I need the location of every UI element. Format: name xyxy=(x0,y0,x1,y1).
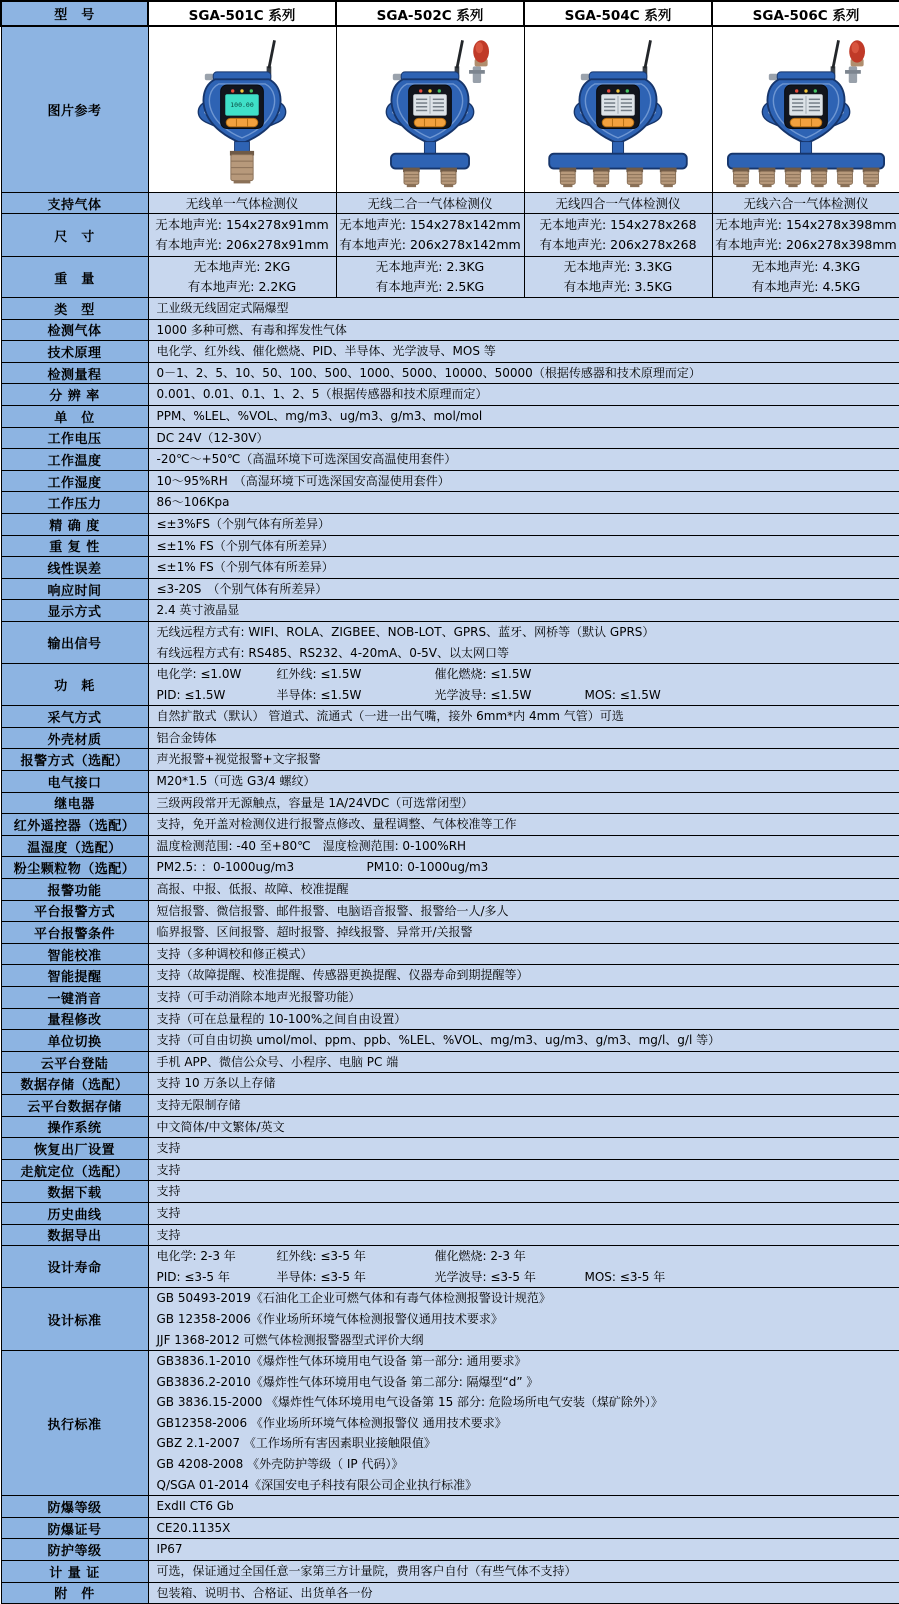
value-line: Q/SGA 01-2014《深国安电子科技有限公司企业执行标准》 xyxy=(156,1477,478,1492)
row-value xyxy=(148,1351,899,1496)
spec-row xyxy=(1,1030,899,1052)
gas-detector-image-sga-504c xyxy=(525,31,712,189)
value-line: 工业级无线固定式隔爆型 xyxy=(156,301,289,315)
row-value xyxy=(148,513,899,535)
row-value xyxy=(148,900,899,922)
spec-row xyxy=(1,771,899,793)
spec-row xyxy=(1,835,899,857)
row-label: 红外遥控器（选配） xyxy=(1,814,148,836)
value-line: ≤±3%FS（个别气体有所差异） xyxy=(156,516,330,531)
row-label: 输出信号 xyxy=(1,621,148,663)
spec-row xyxy=(1,857,899,879)
value-segment: 电化学: 2-3 年 xyxy=(156,1249,236,1264)
value-line: 支持 xyxy=(156,1141,181,1156)
value-line xyxy=(157,1267,892,1288)
product-image-cell xyxy=(712,26,899,193)
value-line: 支持 xyxy=(156,1227,181,1242)
row-label: 走航定位（选配） xyxy=(1,1159,148,1181)
row-value xyxy=(148,987,899,1009)
row-label: 计 量 证 xyxy=(1,1561,148,1583)
weight-value: 无本地声光: 2KG 有本地声光: 2.2KG xyxy=(148,257,336,298)
row-value xyxy=(148,1202,899,1224)
weight-value: 无本地声光: 3.3KG 有本地声光: 3.5KG xyxy=(524,257,712,298)
value-line: GB 3836.15-2000 《爆炸性气体环境用电气设备第 15 部分: 危险场所电气安装（煤矿除外）》 xyxy=(156,1395,663,1410)
value-segment: PM2.5: ：0-1000ug/m3 xyxy=(156,860,295,875)
value-line: 86～106Kpa xyxy=(156,495,230,510)
spec-row xyxy=(1,1224,899,1246)
size-value: 无本地声光: 154x278x398mm 有本地声光: 206x278x398mm xyxy=(712,214,899,257)
value-line: DC 24V（12-30V） xyxy=(156,430,269,445)
value-line: 手机 APP、微信公众号、小程序、电脑 PC 端 xyxy=(156,1054,399,1069)
value-segment: 红外线: ≤3-5 年 xyxy=(276,1249,366,1264)
row-value xyxy=(148,1561,899,1583)
row-label: 功 耗 xyxy=(1,664,148,706)
value-line: 1000 多种可燃、有毒和挥发性气体 xyxy=(156,322,347,337)
row-label: 检测量程 xyxy=(1,362,148,384)
spec-row xyxy=(1,621,899,663)
gas-detector-image-sga-502c xyxy=(337,31,524,189)
row-label: 重 量 xyxy=(1,257,148,298)
row-label: 尺 寸 xyxy=(1,214,148,257)
row-label: 采气方式 xyxy=(1,706,148,728)
value-segment: PID: ≤1.5W xyxy=(156,687,226,702)
row-value xyxy=(148,621,899,663)
row-value xyxy=(148,384,899,406)
value-line xyxy=(157,664,892,685)
value-line: 支持 10 万条以上存储 xyxy=(156,1076,276,1091)
weight-row xyxy=(1,257,899,298)
value-line: 支持 xyxy=(156,1162,181,1177)
value-line: CE20.1135X xyxy=(156,1520,231,1535)
row-value xyxy=(148,965,899,987)
value-line: 支持 xyxy=(156,1184,181,1199)
row-label: 单位切换 xyxy=(1,1030,148,1052)
value-line: 支持（故障提醒、校准提醒、传感器更换提醒、仪器寿命到期提醒等） xyxy=(156,968,529,983)
row-label: 工作电压 xyxy=(1,427,148,449)
spec-row xyxy=(1,535,899,557)
row-value xyxy=(148,749,899,771)
size-value: 无本地声光: 154x278x91mm 有本地声光: 206x278x91mm xyxy=(148,214,336,257)
value-line xyxy=(157,857,892,878)
value-segment: PID: ≤3-5 年 xyxy=(156,1269,230,1284)
value-line: GB3836.1-2010《爆炸性气体环境用电气设备 第一部分: 通用要求》 xyxy=(156,1354,527,1369)
value-segment: 催化燃烧: 2-3 年 xyxy=(434,1249,526,1264)
row-label: 显示方式 xyxy=(1,600,148,622)
row-label: 数据下载 xyxy=(1,1181,148,1203)
row-value xyxy=(148,319,899,341)
row-label: 设计寿命 xyxy=(1,1246,148,1288)
value-line: 高报、中报、低报、故障、校准提醒 xyxy=(156,882,349,897)
spec-row xyxy=(1,1351,899,1496)
image-row-label: 图片参考 xyxy=(1,26,148,193)
row-label: 温湿度（选配） xyxy=(1,835,148,857)
value-line: GB 4208-2008 《外壳防护等级（ IP 代码）》 xyxy=(156,1457,404,1472)
value-line xyxy=(157,685,892,706)
value-line: 支持（可在总量程的 10-100%之间自由设置） xyxy=(156,1011,407,1026)
value-line: 声光报警+视觉报警+文字报警 xyxy=(156,752,321,767)
row-value xyxy=(148,727,899,749)
spec-row xyxy=(1,1138,899,1160)
spec-row xyxy=(1,1561,899,1583)
value-segment: 红外线: ≤1.5W xyxy=(276,667,362,682)
value-line: 2.4 英寸液晶显 xyxy=(156,603,240,618)
value-line: 支持，免开盖对检测仪进行报警点修改、量程调整、气体校准等工作 xyxy=(156,817,517,832)
spec-row xyxy=(1,449,899,471)
row-value xyxy=(148,922,899,944)
row-label: 分 辨 率 xyxy=(1,384,148,406)
row-value xyxy=(148,792,899,814)
row-label: 继电器 xyxy=(1,792,148,814)
row-label: 工作压力 xyxy=(1,492,148,514)
row-value xyxy=(148,1159,899,1181)
value-line: JJF 1368-2012 可燃气体检测报警器型式评价大纲 xyxy=(156,1332,424,1347)
row-value xyxy=(148,1496,899,1518)
value-line: GB12358-2006 《作业场所环境气体检测报警仪 通用技术要求》 xyxy=(156,1415,507,1430)
value-segment: MOS: ≤1.5W xyxy=(584,687,661,702)
value-line: M20*1.5（可选 G3/4 螺纹） xyxy=(156,774,316,789)
product-image-cell xyxy=(148,26,336,193)
row-label: 重 复 性 xyxy=(1,535,148,557)
value-segment: 半导体: ≤1.5W xyxy=(276,687,362,702)
header-label: 型 号 xyxy=(1,1,148,26)
spec-row xyxy=(1,1288,899,1351)
row-value xyxy=(148,664,899,706)
support-gas-value: 无线六合一气体检测仪 xyxy=(712,193,899,214)
support-gas-row xyxy=(1,193,899,214)
spec-row xyxy=(1,298,899,320)
row-value xyxy=(148,879,899,901)
row-label: 智能提醒 xyxy=(1,965,148,987)
row-value xyxy=(148,1246,899,1288)
value-line: GB 50493-2019《石油化工企业可燃气体和有毒气体检测报警设计规范》 xyxy=(156,1291,551,1306)
value-line: 0.001、0.01、0.1、1、2、5（根据传感器和技术原理而定） xyxy=(156,387,488,402)
value-segment: 催化燃烧: ≤1.5W xyxy=(434,667,532,682)
row-label: 执行标准 xyxy=(1,1351,148,1496)
row-label: 量程修改 xyxy=(1,1008,148,1030)
spec-row xyxy=(1,600,899,622)
row-label: 设计标准 xyxy=(1,1288,148,1351)
weight-value: 无本地声光: 2.3KG 有本地声光: 2.5KG xyxy=(336,257,524,298)
spec-row xyxy=(1,492,899,514)
row-label: 粉尘颗粒物（选配） xyxy=(1,857,148,879)
value-line: 中文简体/中文繁体/英文 xyxy=(156,1119,285,1134)
spec-row xyxy=(1,879,899,901)
value-line: 支持 xyxy=(156,1205,181,1220)
value-line: 0－1、2、5、10、50、100、500、1000、5000、10000、50000（根据传感器和技术原理而定） xyxy=(156,365,701,380)
size-value: 无本地声光: 154x278x142mm 有本地声光: 206x278x142mm xyxy=(336,214,524,257)
row-label: 一键消音 xyxy=(1,987,148,1009)
spec-row xyxy=(1,1539,899,1561)
value-line: 有线远程方式有: RS485、RS232、4-20mA、0-5V、以太网口等 xyxy=(156,645,510,660)
value-line: 10～95%RH （高湿环境下可选深国安高湿使用套件） xyxy=(156,473,450,488)
row-label: 响应时间 xyxy=(1,578,148,600)
spec-row xyxy=(1,319,899,341)
row-value xyxy=(148,1008,899,1030)
row-label: 防爆等级 xyxy=(1,1496,148,1518)
value-line: -20℃～+50℃（高温环境下可选深国安高温使用套件） xyxy=(156,452,457,467)
spec-row xyxy=(1,1159,899,1181)
value-line: 温度检测范围: -40 至+80℃ 湿度检测范围: 0-100%RH xyxy=(156,838,467,853)
row-value xyxy=(148,1582,899,1604)
value-line: 电化学、红外线、催化燃烧、PID、半导体、光学波导、MOS 等 xyxy=(156,344,496,359)
row-value xyxy=(148,449,899,471)
row-label: 外壳材质 xyxy=(1,727,148,749)
row-label: 数据导出 xyxy=(1,1224,148,1246)
row-label: 技术原理 xyxy=(1,341,148,363)
spec-row xyxy=(1,427,899,449)
value-line: 短信报警、微信报警、邮件报警、电脑语音报警、报警给一人/多人 xyxy=(156,903,509,918)
row-label: 精 确 度 xyxy=(1,513,148,535)
row-label: 云平台数据存储 xyxy=(1,1094,148,1116)
spec-row xyxy=(1,341,899,363)
value-line: ≤±1% FS（个别气体有所差异） xyxy=(156,560,334,575)
spec-row xyxy=(1,1246,899,1288)
value-line: 支持（可手动消除本地声光报警功能） xyxy=(156,990,361,1004)
product-image-cell xyxy=(336,26,524,193)
spec-row xyxy=(1,664,899,706)
value-line: GBZ 2.1-2007 《工作场所有害因素职业接触限值》 xyxy=(156,1436,436,1451)
row-value xyxy=(148,1051,899,1073)
value-line: 三级两段常开无源触点，容量是 1A/24VDC（可选常闭型） xyxy=(156,795,474,810)
row-label: 单 位 xyxy=(1,405,148,427)
spec-row xyxy=(1,1582,899,1604)
row-value xyxy=(148,814,899,836)
row-label: 智能校准 xyxy=(1,943,148,965)
row-value xyxy=(148,771,899,793)
spec-row xyxy=(1,578,899,600)
value-segment: 光学波导: ≤3-5 年 xyxy=(434,1269,536,1284)
support-gas-value: 无线单一气体检测仪 xyxy=(148,193,336,214)
value-line: 支持无限制存储 xyxy=(156,1097,241,1112)
row-label: 附 件 xyxy=(1,1582,148,1604)
support-gas-value: 无线二合一气体检测仪 xyxy=(336,193,524,214)
spec-row xyxy=(1,1517,899,1539)
value-line: ≤±1% FS（个别气体有所差异） xyxy=(156,538,334,553)
row-value xyxy=(148,943,899,965)
spec-row xyxy=(1,1094,899,1116)
spec-row xyxy=(1,384,899,406)
spec-row xyxy=(1,405,899,427)
row-value xyxy=(148,1116,899,1138)
row-label: 报警方式（选配） xyxy=(1,749,148,771)
spec-row xyxy=(1,1202,899,1224)
row-label: 类 型 xyxy=(1,298,148,320)
model-header-sga-506c: SGA-506C 系列 xyxy=(712,1,899,26)
row-label: 平台报警方式 xyxy=(1,900,148,922)
row-value xyxy=(148,362,899,384)
product-image-cell xyxy=(524,26,712,193)
gas-detector-image-sga-501c xyxy=(149,31,336,189)
value-segment: 光学波导: ≤1.5W xyxy=(434,687,532,702)
row-label: 线性误差 xyxy=(1,557,148,579)
row-label: 恢复出厂设置 xyxy=(1,1138,148,1160)
row-value xyxy=(148,835,899,857)
row-value xyxy=(148,1288,899,1351)
spec-row xyxy=(1,513,899,535)
row-value xyxy=(148,857,899,879)
row-value xyxy=(148,535,899,557)
spec-row xyxy=(1,362,899,384)
row-label: 数据存储（选配） xyxy=(1,1073,148,1095)
row-value xyxy=(148,600,899,622)
row-label: 工作温度 xyxy=(1,449,148,471)
value-line: IP67 xyxy=(156,1542,183,1557)
row-value xyxy=(148,706,899,728)
row-value xyxy=(148,341,899,363)
value-segment: 半导体: ≤3-5 年 xyxy=(276,1269,366,1284)
support-gas-value: 无线四合一气体检测仪 xyxy=(524,193,712,214)
row-label: 云平台登陆 xyxy=(1,1051,148,1073)
row-value xyxy=(148,1224,899,1246)
image-row xyxy=(1,26,899,193)
row-label: 平台报警条件 xyxy=(1,922,148,944)
row-value xyxy=(148,405,899,427)
svg-text:100.00: 100.00 xyxy=(230,100,254,109)
spec-row xyxy=(1,814,899,836)
row-label: 报警功能 xyxy=(1,879,148,901)
value-line: 可选，保证通过全国任意一家第三方计量院，费用客户自付（有些气体不支持） xyxy=(156,1564,577,1579)
value-line: GB3836.2-2010《爆炸性气体环境用电气设备 第二部分: 隔爆型“d” 》 xyxy=(156,1374,539,1389)
row-label: 历史曲线 xyxy=(1,1202,148,1224)
value-line: 支持（可自由切换 umol/mol、ppm、ppb、%LEL、%VOL、mg/m3、ug/m3、g/m3、mg/l、g/l 等） xyxy=(156,1033,721,1048)
model-header-sga-502c: SGA-502C 系列 xyxy=(336,1,524,26)
row-value xyxy=(148,557,899,579)
spec-row xyxy=(1,943,899,965)
spec-row xyxy=(1,727,899,749)
row-label: 支持气体 xyxy=(1,193,148,214)
spec-row xyxy=(1,557,899,579)
model-header-sga-504c: SGA-504C 系列 xyxy=(524,1,712,26)
weight-value: 无本地声光: 4.3KG 有本地声光: 4.5KG xyxy=(712,257,899,298)
row-value xyxy=(148,1030,899,1052)
row-value xyxy=(148,578,899,600)
row-value xyxy=(148,1539,899,1561)
spec-row xyxy=(1,1181,899,1203)
size-row xyxy=(1,214,899,257)
row-label: 工作湿度 xyxy=(1,470,148,492)
size-value: 无本地声光: 154x278x268 有本地声光: 206x278x268 xyxy=(524,214,712,257)
row-value xyxy=(148,298,899,320)
value-line: ≤3-20S （个别气体有所差异） xyxy=(156,581,328,596)
value-line: 铝合金铸体 xyxy=(156,730,217,745)
spec-row xyxy=(1,706,899,728)
spec-row xyxy=(1,1496,899,1518)
value-line: PPM、%LEL、%VOL、mg/m3、ug/m3、g/m3、mol/mol xyxy=(156,408,483,423)
row-value xyxy=(148,1073,899,1095)
spec-row xyxy=(1,922,899,944)
spec-row xyxy=(1,1073,899,1095)
model-header-sga-501c: SGA-501C 系列 xyxy=(148,1,336,26)
spec-row xyxy=(1,749,899,771)
row-label: 防爆证号 xyxy=(1,1517,148,1539)
row-label: 防护等级 xyxy=(1,1539,148,1561)
row-value xyxy=(148,427,899,449)
value-line: 临界报警、区间报警、超时报警、掉线报警、异常开/关报警 xyxy=(156,925,473,940)
header-row xyxy=(1,1,899,26)
value-line: ExdII CT6 Gb xyxy=(156,1499,234,1514)
spec-row xyxy=(1,1051,899,1073)
row-value xyxy=(148,1517,899,1539)
row-label: 电气接口 xyxy=(1,771,148,793)
spec-row xyxy=(1,1116,899,1138)
value-segment: PM10: 0-1000ug/m3 xyxy=(366,860,489,875)
row-label: 检测气体 xyxy=(1,319,148,341)
value-line: 包装箱、说明书、合格证、出货单各一份 xyxy=(156,1585,373,1600)
spec-row xyxy=(1,965,899,987)
spec-row xyxy=(1,987,899,1009)
value-line: 自然扩散式（默认） 管道式、流通式（一进一出气嘴，接外 6mm*内 4mm 气管）可选 xyxy=(156,709,624,724)
value-segment: 电化学: ≤1.0W xyxy=(156,667,242,682)
value-line xyxy=(157,1246,892,1267)
value-line: GB 12358-2006《作业场所环境气体检测报警仪通用技术要求》 xyxy=(156,1311,503,1326)
spec-row xyxy=(1,1008,899,1030)
spec-row xyxy=(1,900,899,922)
value-segment: MOS: ≤3-5 年 xyxy=(584,1269,666,1284)
value-line: 无线远程方式有: WIFI、ROLA、ZIGBEE、NOB-LOT、GPRS、蓝牙、网桥等（默认 GPRS） xyxy=(156,624,655,639)
spec-row xyxy=(1,792,899,814)
row-value xyxy=(148,1138,899,1160)
row-value xyxy=(148,492,899,514)
row-value xyxy=(148,1094,899,1116)
row-value xyxy=(148,1181,899,1203)
value-line: 支持（多种调校和修正模式） xyxy=(156,946,313,961)
row-value xyxy=(148,470,899,492)
gas-detector-image-sga-506c xyxy=(713,31,899,189)
row-label: 操作系统 xyxy=(1,1116,148,1138)
spec-row xyxy=(1,470,899,492)
